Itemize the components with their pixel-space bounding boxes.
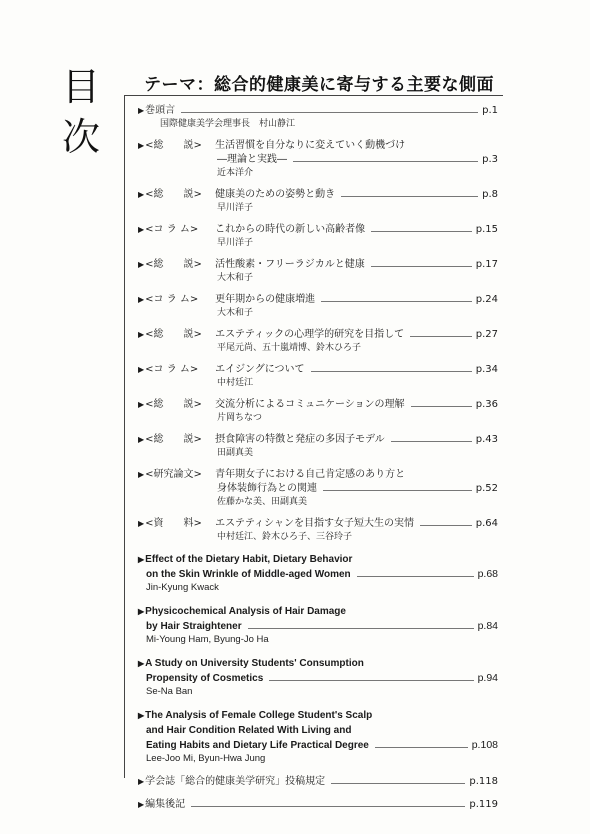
toc-title: 健康美のための姿勢と動き xyxy=(215,189,336,200)
toc-author: 中村廷江、鈴木ひろ子、三谷玲子 xyxy=(217,532,353,542)
toc-title: Eating Habits and Dietary Life Practical Degree xyxy=(146,740,369,751)
toc-page-number: p.84 xyxy=(477,620,498,632)
toc-entry-line xyxy=(138,775,498,789)
toc-page-number: p.68 xyxy=(477,568,498,580)
page-label-char-2: 次 xyxy=(62,115,101,159)
page-label-char-1: 目 xyxy=(62,65,101,109)
toc-author: 中村廷江 xyxy=(217,378,254,388)
toc-entry-line xyxy=(138,708,498,723)
triangle-bullet-icon: ▶ xyxy=(138,295,145,304)
toc-entry-line xyxy=(138,293,498,307)
toc-entry[interactable] xyxy=(138,798,498,812)
toc-entry[interactable] xyxy=(138,104,498,130)
toc-page-number: p.24 xyxy=(475,294,498,305)
toc-entry-line xyxy=(138,328,498,342)
toc-title: 身体装飾行為との関連 xyxy=(217,483,317,494)
triangle-bullet-icon: ▶ xyxy=(138,711,145,720)
toc-author: 佐藤かな美、田副真美 xyxy=(217,497,308,507)
toc-page-number: p.27 xyxy=(475,329,498,340)
toc-entry-line xyxy=(138,139,498,153)
toc-title: Physicochemical Analysis of Hair Damage xyxy=(145,606,346,617)
toc-entry[interactable] xyxy=(138,398,498,424)
toc-entry-line-cont xyxy=(138,619,498,634)
toc-entry[interactable] xyxy=(138,223,498,249)
toc-entry-line xyxy=(138,188,498,202)
toc-category: <総 説> xyxy=(145,259,202,270)
toc-title: 活性酸素・フリーラジカルと健康 xyxy=(215,259,365,270)
toc-page-number: p.119 xyxy=(469,799,498,810)
toc-leader-line xyxy=(269,680,473,681)
toc-page-number: p.52 xyxy=(475,483,498,494)
toc-category: 編集後記 xyxy=(145,799,186,810)
toc-title: on the Skin Wrinkle of Middle-aged Women xyxy=(146,569,351,580)
toc-title: The Analysis of Female College Student's Scalp xyxy=(145,710,373,721)
toc-category: <研究論文> xyxy=(145,469,202,480)
toc-category: <総 説> xyxy=(145,434,202,445)
toc-page-number: p.94 xyxy=(477,672,498,684)
toc-category: <コ ラ ム> xyxy=(145,364,199,375)
toc-entry[interactable] xyxy=(138,293,498,319)
toc-page-number: p.36 xyxy=(475,399,498,410)
toc-page-number: p.8 xyxy=(482,189,498,200)
toc-entry[interactable] xyxy=(138,708,498,765)
toc-page-number: p.108 xyxy=(471,739,498,751)
toc-leader-line xyxy=(293,161,478,162)
toc-author: Lee-Joo Mi, Byun-Hwa Jung xyxy=(146,753,266,764)
toc-author: 平尾元尚、五十嵐靖博、鈴木ひろ子 xyxy=(217,343,362,353)
toc-page-number: p.3 xyxy=(482,154,498,165)
toc-entry[interactable] xyxy=(138,328,498,354)
toc-author: 田副真美 xyxy=(217,448,254,458)
toc-leader-line xyxy=(311,371,472,372)
toc-entry-line xyxy=(138,363,498,377)
toc-entry[interactable] xyxy=(138,517,498,543)
theme-title: テーマ：総合的健康美に寄与する主要な側面 xyxy=(144,75,494,95)
toc-author: 早川洋子 xyxy=(217,203,254,213)
toc-category: <総 説> xyxy=(145,189,202,200)
toc-leader-line xyxy=(323,490,472,491)
toc-entry[interactable] xyxy=(138,468,498,508)
toc-title: 青年期女子における自己肯定感のあり方と xyxy=(215,469,406,480)
toc-entry-line-cont xyxy=(138,153,498,167)
toc-leader-line xyxy=(375,747,468,748)
toc-entry-line xyxy=(138,223,498,237)
toc-title: 摂食障害の特徴と発症の多因子モデル xyxy=(215,434,385,445)
toc-page-number: p.1 xyxy=(482,105,498,116)
toc-entry-line xyxy=(138,552,498,567)
toc-leader-line xyxy=(410,336,472,337)
toc-entry[interactable] xyxy=(138,188,498,214)
triangle-bullet-icon: ▶ xyxy=(138,141,145,150)
triangle-bullet-icon: ▶ xyxy=(138,519,145,528)
toc-title: and Hair Condition Related With Living and xyxy=(146,725,352,736)
toc-title: 生活習慣を自分なりに変えていく動機づけ xyxy=(215,140,406,151)
toc-entry-line xyxy=(138,104,498,118)
toc-entry-line-cont xyxy=(138,738,498,753)
toc-leader-line xyxy=(191,806,465,807)
toc-category: 学会誌「総合的健康美学研究」投稿規定 xyxy=(145,776,326,787)
toc-leader-line xyxy=(248,628,474,629)
toc-entry-line xyxy=(138,517,498,531)
toc-category: <資 料> xyxy=(145,518,202,529)
toc-entry[interactable] xyxy=(138,656,498,698)
toc-page-number: p.15 xyxy=(475,224,498,235)
toc-title: エステティックの心理学的研究を目指して xyxy=(215,329,405,340)
toc-title: by Hair Straightener xyxy=(146,621,242,632)
toc-entry-line-cont xyxy=(138,723,498,738)
triangle-bullet-icon: ▶ xyxy=(138,659,145,668)
triangle-bullet-icon: ▶ xyxy=(138,190,145,199)
toc-entry-line xyxy=(138,604,498,619)
triangle-bullet-icon: ▶ xyxy=(138,106,145,115)
toc-category: <コ ラ ム> xyxy=(145,224,199,235)
triangle-bullet-icon: ▶ xyxy=(138,800,145,809)
toc-page-number: p.34 xyxy=(475,364,498,375)
toc-author: 大木和子 xyxy=(217,273,254,283)
toc-author: Mi-Young Ham, Byung-Jo Ha xyxy=(146,634,269,645)
page-label-toc xyxy=(62,62,106,162)
toc-entry-line-cont xyxy=(138,567,498,582)
toc-title: Effect of the Dietary Habit, Dietary Behavior xyxy=(145,554,353,565)
triangle-bullet-icon: ▶ xyxy=(138,400,145,409)
toc-entry-line xyxy=(138,468,498,482)
toc-author: 近本洋介 xyxy=(217,168,254,178)
toc-category: <コ ラ ム> xyxy=(145,294,199,305)
toc-page-number: p.43 xyxy=(475,434,498,445)
toc-entry-line xyxy=(138,433,498,447)
toc-author: 大木和子 xyxy=(217,308,254,318)
toc-title: エイジングについて xyxy=(215,364,305,375)
triangle-bullet-icon: ▶ xyxy=(138,777,145,786)
toc-entry[interactable] xyxy=(138,433,498,459)
toc-leader-line xyxy=(341,196,478,197)
toc-title: A Study on University Students' Consumption xyxy=(145,658,364,669)
toc-category: <総 説> xyxy=(145,329,202,340)
toc-entry-line xyxy=(138,398,498,412)
toc-title: エステティシャンを目指す女子短大生の実情 xyxy=(215,518,414,529)
triangle-bullet-icon: ▶ xyxy=(138,260,145,269)
toc-category: <総 説> xyxy=(145,399,202,410)
toc-leader-line xyxy=(371,231,472,232)
triangle-bullet-icon: ▶ xyxy=(138,330,145,339)
toc-entry-line xyxy=(138,656,498,671)
toc-entry[interactable] xyxy=(138,258,498,284)
toc-category: 巻頭言 xyxy=(145,105,176,116)
toc-entry[interactable] xyxy=(138,604,498,646)
toc-entry-line-cont xyxy=(138,482,498,496)
triangle-bullet-icon: ▶ xyxy=(138,225,145,234)
triangle-bullet-icon: ▶ xyxy=(138,365,145,374)
toc-page-number: p.17 xyxy=(475,259,498,270)
toc-list xyxy=(138,104,498,821)
toc-author: Se-Na Ban xyxy=(146,686,193,697)
toc-entry-line xyxy=(138,258,498,272)
toc-page-number: p.118 xyxy=(469,776,498,787)
toc-leader-line xyxy=(181,112,478,113)
toc-page-number: p.64 xyxy=(475,518,498,529)
toc-leader-line xyxy=(391,441,472,442)
triangle-bullet-icon: ▶ xyxy=(138,607,145,616)
triangle-bullet-icon: ▶ xyxy=(138,555,145,564)
toc-leader-line xyxy=(420,525,472,526)
toc-title: 更年期からの健康増進 xyxy=(215,294,316,305)
toc-entry-line-cont xyxy=(138,671,498,686)
toc-entry[interactable] xyxy=(138,139,498,179)
toc-author: 国際健康美学会理事長 村山静江 xyxy=(160,119,296,129)
toc-title: Propensity of Cosmetics xyxy=(146,673,264,684)
triangle-bullet-icon: ▶ xyxy=(138,470,145,479)
toc-entry[interactable] xyxy=(138,363,498,389)
toc-leader-line xyxy=(371,266,472,267)
toc-category: <総 説> xyxy=(145,140,202,151)
toc-entry[interactable] xyxy=(138,552,498,594)
toc-title: ―理論と実践― xyxy=(217,154,287,165)
toc-leader-line xyxy=(357,576,474,577)
toc-author: 早川洋子 xyxy=(217,238,254,248)
toc-entry-line xyxy=(138,798,498,812)
triangle-bullet-icon: ▶ xyxy=(138,435,145,444)
toc-title: 交流分析によるコミュニケーションの理解 xyxy=(215,399,405,410)
toc-leader-line xyxy=(331,783,465,784)
toc-leader-line xyxy=(321,301,472,302)
toc-author: 片岡ちなつ xyxy=(217,413,263,423)
toc-leader-line xyxy=(411,406,472,407)
toc-title: これからの時代の新しい高齢者像 xyxy=(215,224,366,235)
toc-entry[interactable] xyxy=(138,775,498,789)
toc-author: Jin-Kyung Kwack xyxy=(146,582,219,593)
